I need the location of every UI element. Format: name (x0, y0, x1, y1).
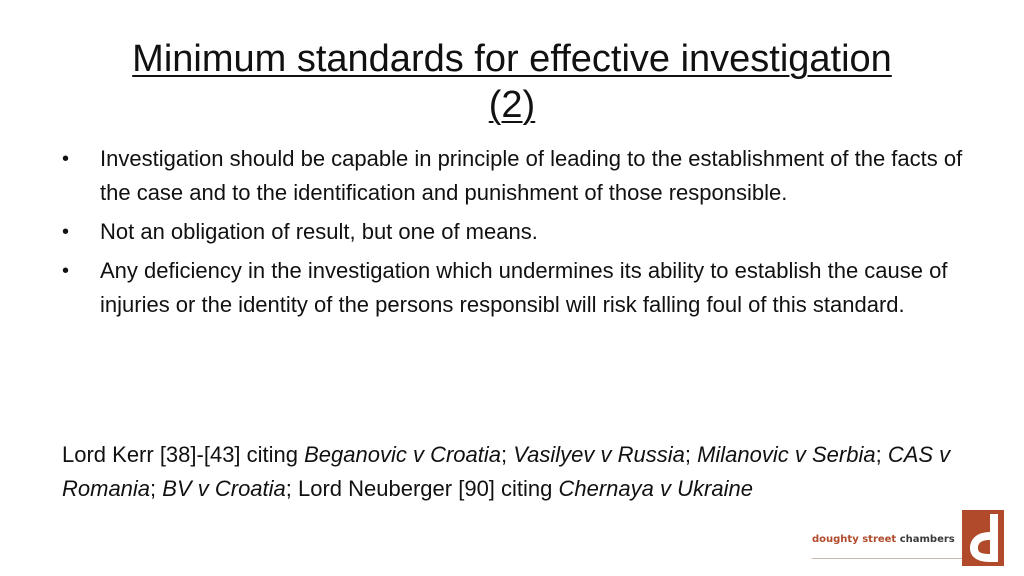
bullet-text: Not an obligation of result, but one of means. (100, 219, 538, 244)
case-name: Chernaya v Ukraine (558, 476, 753, 501)
logo-rule (812, 558, 962, 559)
citation-separator: ; (684, 442, 698, 467)
logo-word-chambers: chambers (896, 534, 955, 545)
bullet-item (62, 254, 967, 322)
slide-title-line2: (2) (488, 84, 536, 126)
chambers-logo (808, 510, 1008, 566)
bullet-text: Investigation should be capable in principle of leading to the establishment of the facts of the case and to the identification and punishment of those responsible. (100, 146, 963, 205)
slide-title (60, 36, 964, 128)
case-name: CAS v Romania (62, 442, 951, 501)
logo-wordmark (812, 534, 955, 545)
bullet-list (62, 142, 967, 327)
case-citation (62, 438, 952, 506)
slide-title-line1: Minimum standards for effective investigation (132, 38, 892, 80)
bullet-dot-icon: • (62, 260, 70, 282)
citation-separator: ; (875, 442, 888, 467)
bullet-item (62, 142, 967, 210)
bullet-item (62, 215, 967, 249)
case-name: Milanovic v Serbia (697, 442, 876, 467)
case-name: Vasilyev v Russia (513, 442, 685, 467)
bullet-text: Any deficiency in the investigation which undermines its ability to establish the cause of injuries or the identity of the persons responsibl will risk falling foul of this standard. (100, 258, 948, 317)
logo-d-icon (962, 510, 1004, 566)
citation-text: Lord Kerr [38]-[43] citing (62, 442, 305, 467)
case-name: BV v Croatia (162, 476, 286, 501)
citation-text: ; Lord Neuberger [90] citing (285, 476, 559, 501)
bullet-dot-icon: • (62, 148, 70, 170)
logo-word-doughty-street: doughty street (812, 534, 897, 545)
bullet-dot-icon: • (62, 221, 70, 243)
case-name: Beganovic v Croatia (304, 442, 502, 467)
citation-separator: ; (150, 476, 163, 501)
citation-separator: ; (501, 442, 514, 467)
